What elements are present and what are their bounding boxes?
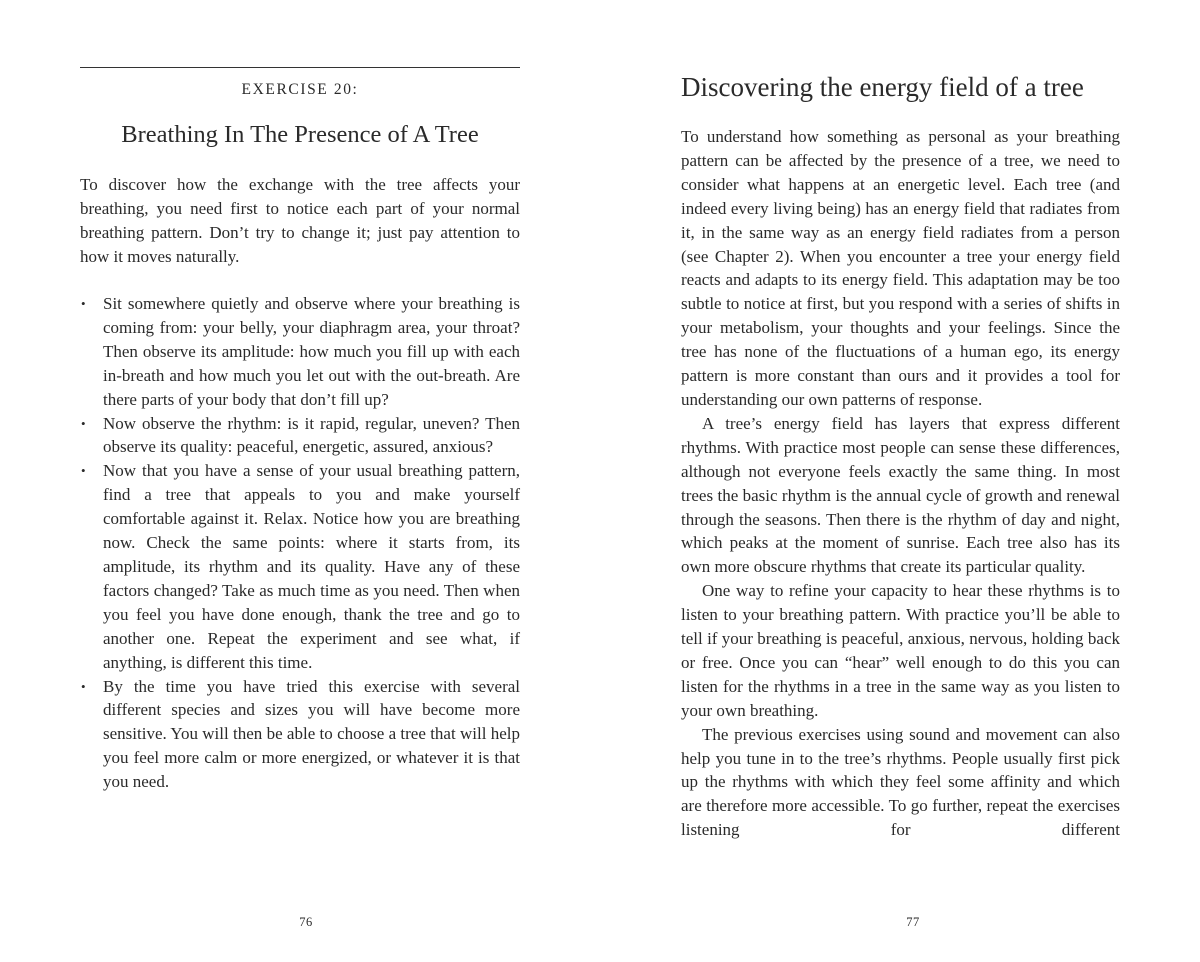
left-page <box>80 0 520 962</box>
section-title: Discovering the energy field of a tree <box>681 72 1084 102</box>
list-item <box>80 292 520 412</box>
page-number-left: 76 <box>299 915 313 929</box>
exercise-steps-list <box>80 292 520 794</box>
list-item <box>80 459 520 674</box>
bullet-icon: • <box>81 463 86 479</box>
paragraph: One way to refine your capacity to hear these rhythms is to listen to your breathing pattern. With practice you’ll be able to tell if your breathing is peaceful, anxious, nervous, holding back or free. Once you can “hear” well enough to do this you can listen for the rhythms in a tree in the same way as you listen to your own breathing. <box>681 581 1120 720</box>
bullet-icon: • <box>81 415 86 431</box>
paragraph: To understand how something as personal as your breathing pattern can be affected by the presence of a tree, we need to consider what happens at an energetic level. Each tree (and indeed every living being) has an energy field that radiates from it, in the same way as an energy field radiates from a person (see Chapter 2). When you encounter a tree your energy field reacts and adapts to its energy field. This adaptation may be too subtle to notice at first, but you respond with a series of shifts in your metabolism, your thoughts and your feelings. Since the tree has none of the fluctuations of a human ego, its energy pattern is more constant than ours and it provides a tool for understanding our own patterns of response. <box>681 127 1120 409</box>
list-item-text: Now observe the rhythm: is it rapid, regular, uneven? Then observe its quality: peaceful, energetic, assured, anxious? <box>103 413 520 457</box>
exercise-intro: To discover how the exchange with the tree affects your breathing, you need first to notice each part of your normal breathing pattern. Don’t try to change it; just pay attention to how it moves naturally. <box>80 175 520 266</box>
paragraph: A tree’s energy field has layers that express different rhythms. With practice most people can sense these differences, although not everyone feels exactly the same thing. In most trees the basic rhythm is the annual cycle of growth and renewal through the seasons. Then there is the rhythm of day and night, which peaks at the moment of sunrise. Each tree also has its own more obscure rhythms that create its particular quality. <box>681 413 1120 577</box>
bullet-icon: • <box>81 678 86 694</box>
list-item-text: Now that you have a sense of your usual breathing pattern, find a tree that appeals to you and make yourself comfortable against it. Relax. Notice how you are breathing now. Check the same points: where it starts from, its amplitude, its rhythm and its quality. Have any of these factors changed? Take as much time as you need. Then when you feel you have done enough, thank the tree and go to another one. Repeat the experiment and see what, if anything, is different this time. <box>103 461 520 672</box>
list-item-text: Sit somewhere quietly and observe where your breathing is coming from: your belly, your diaphragm area, your throat? Then observe its amplitude: how much you fill up with each in-breath and how much you let out with the out-breath. Are there parts of your body that don’t fill up? <box>103 294 520 409</box>
bullet-icon: • <box>81 296 86 311</box>
exercise-title: Breathing In The Presence of A Tree <box>121 121 479 148</box>
list-item <box>80 675 520 795</box>
right-page <box>681 0 1120 962</box>
list-item <box>80 412 520 460</box>
list-item-text: By the time you have tried this exercise with several different species and sizes you will have become more sensitive. You will then be able to choose a tree that will help you feel more calm or more energized, or whatever it is that you need. <box>103 676 520 792</box>
top-rule-divider <box>80 67 520 68</box>
section-body <box>681 125 1120 842</box>
paragraph: The previous exercises using sound and movement can also help you tune in to the tree’s rhythms. People usually first pick up the rhythms with which they feel some affinity and which are therefore more accessible. To go further, repeat the exercises listening for different <box>681 724 1120 840</box>
exercise-label: EXERCISE 20: <box>241 81 359 98</box>
page-number-right: 77 <box>906 915 920 929</box>
